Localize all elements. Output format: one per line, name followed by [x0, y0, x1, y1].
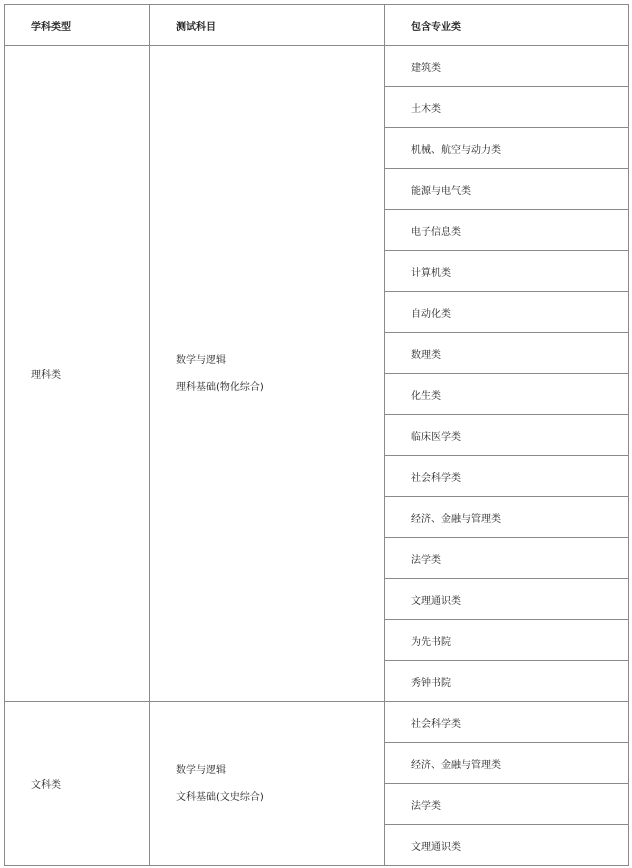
major-item: 秀钟书院	[385, 661, 629, 702]
major-item: 临床医学类	[385, 415, 629, 456]
table-row	[5, 46, 629, 87]
major-item: 土木类	[385, 87, 629, 128]
subject-table	[4, 4, 629, 866]
major-item: 电子信息类	[385, 210, 629, 251]
major-item: 能源与电气类	[385, 169, 629, 210]
subject-item: 数学与逻辑	[176, 764, 226, 776]
major-item: 经济、金融与管理类	[385, 497, 629, 538]
subject-item: 数学与逻辑	[176, 354, 226, 366]
major-item: 社会科学类	[385, 702, 629, 743]
header-discipline: 学科类型	[5, 5, 150, 46]
major-item: 文理通识类	[385, 825, 629, 866]
major-item: 机械、航空与动力类	[385, 128, 629, 169]
major-item: 建筑类	[385, 46, 629, 87]
major-item: 法学类	[385, 538, 629, 579]
major-item: 经济、金融与管理类	[385, 743, 629, 784]
subjects-cell-science	[150, 46, 385, 702]
major-item: 为先书院	[385, 620, 629, 661]
table-row	[5, 702, 629, 743]
major-item: 计算机类	[385, 251, 629, 292]
header-majors: 包含专业类	[385, 5, 629, 46]
major-item: 法学类	[385, 784, 629, 825]
subjects-cell-liberal-arts	[150, 702, 385, 866]
discipline-cell-liberal-arts: 文科类	[5, 702, 150, 866]
major-item: 社会科学类	[385, 456, 629, 497]
major-item: 数理类	[385, 333, 629, 374]
subject-item: 理科基础(物化综合)	[176, 381, 264, 393]
major-item: 自动化类	[385, 292, 629, 333]
header-subjects: 测试科目	[150, 5, 385, 46]
header-row	[5, 5, 629, 46]
major-item: 文理通识类	[385, 579, 629, 620]
discipline-cell-science: 理科类	[5, 46, 150, 702]
major-item: 化生类	[385, 374, 629, 415]
subject-item: 文科基础(文史综合)	[176, 791, 264, 803]
